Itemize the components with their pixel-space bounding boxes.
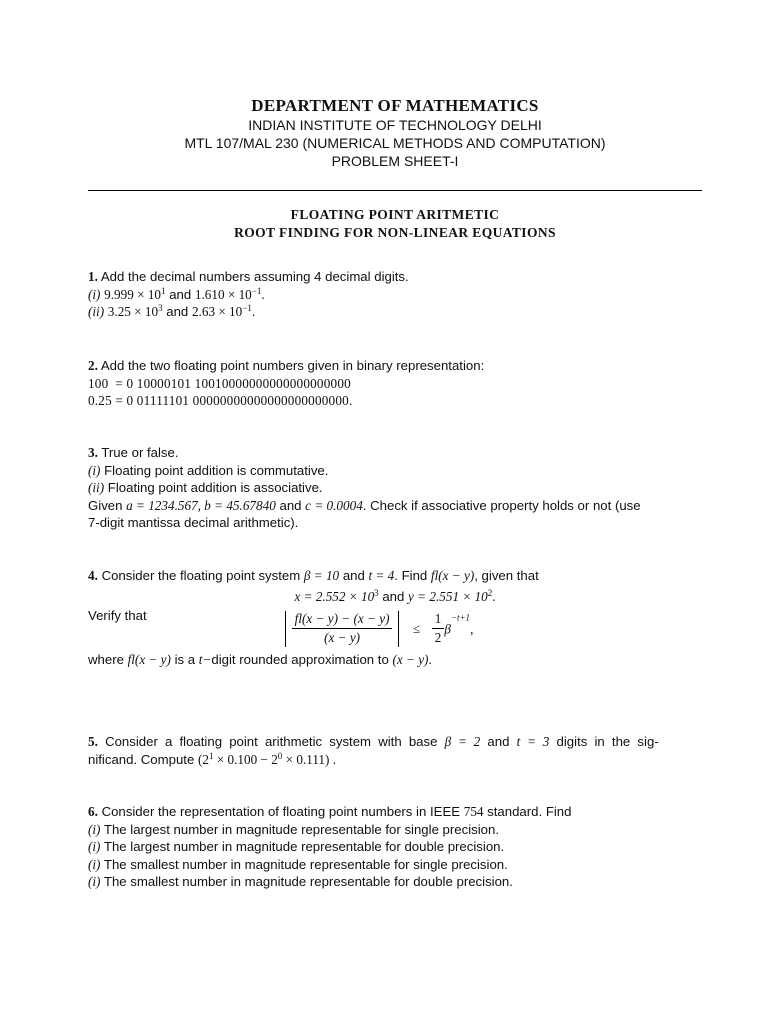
course-title: MTL 107/MAL 230 (NUMERICAL METHODS AND COMPUTATION) bbox=[184, 135, 606, 151]
part-text: Floating point addition is associative. bbox=[107, 480, 323, 495]
question-text: digit rounded approximation to bbox=[211, 651, 389, 667]
fraction-numerator: fl(x − y) − (x − y) bbox=[292, 611, 393, 629]
math-expr: × 0.100 − 2 bbox=[213, 751, 278, 767]
binary-line-1: 100 = 0 10000101 10010000000000000000000 bbox=[88, 375, 351, 391]
part-text: The largest number in magnitude representable for double precision. bbox=[103, 839, 505, 854]
q3-part-ii bbox=[88, 479, 702, 497]
question-number: 3. bbox=[88, 445, 98, 460]
part-label: (ii) bbox=[88, 304, 105, 319]
abs-bar-right bbox=[398, 611, 399, 647]
q1-part-i bbox=[88, 286, 702, 304]
verify-label: Verify that bbox=[88, 608, 147, 623]
binary-line-2: 0.25 = 0 01111101 00000000000000000000000. bbox=[88, 393, 353, 408]
math-expr: x = 2.552 × 10 bbox=[294, 588, 375, 604]
topic-titles bbox=[88, 206, 702, 242]
math-expr: (2 bbox=[197, 751, 209, 767]
question-text: digits in the sig- bbox=[556, 734, 659, 749]
punctuation: , bbox=[470, 620, 474, 636]
math-expr: 2.63 × 10 bbox=[191, 304, 243, 319]
question-text: Consider the representation of floating point numbers in IEEE bbox=[101, 804, 461, 819]
math-exponent: −1 bbox=[251, 285, 262, 296]
question-text-continued: 7-digit mantissa decimal arithmetic). bbox=[88, 515, 299, 530]
question-number: 5. bbox=[88, 734, 98, 749]
punctuation: . bbox=[251, 304, 256, 319]
question-text: is a bbox=[174, 651, 196, 667]
punctuation: . bbox=[428, 651, 432, 667]
institute-name: INDIAN INSTITUTE OF TECHNOLOGY DELHI bbox=[248, 117, 542, 133]
question-number: 6. bbox=[88, 804, 98, 819]
question-text: where bbox=[88, 651, 124, 667]
leq-symbol: ≤ bbox=[412, 620, 421, 636]
math-exponent: 0 bbox=[277, 750, 283, 761]
punctuation: . bbox=[492, 588, 496, 604]
conjunction: and bbox=[487, 734, 510, 749]
math-exponent: 1 bbox=[208, 750, 214, 761]
relative-error-fraction bbox=[292, 611, 393, 646]
math-expr: (x − y) bbox=[392, 651, 429, 667]
math-exponent: −t+1 bbox=[450, 611, 471, 622]
q3-part-i bbox=[88, 462, 702, 480]
abs-bar-left bbox=[285, 611, 286, 647]
conjunction: and bbox=[279, 497, 302, 513]
question-text: Add the decimal numbers assuming 4 decimal digits. bbox=[100, 269, 409, 284]
part-label: (i) bbox=[88, 874, 101, 889]
part-label: (i) bbox=[88, 462, 101, 478]
part-text: The smallest number in magnitude representable for single precision. bbox=[103, 856, 508, 872]
q6-item bbox=[88, 821, 702, 839]
math-exponent: 2 bbox=[487, 587, 493, 598]
math-expr: fl(x − y) bbox=[127, 651, 171, 667]
question-3 bbox=[88, 444, 702, 532]
question-text: standard. Find bbox=[487, 804, 572, 819]
part-label: (ii) bbox=[88, 480, 105, 495]
q6-item bbox=[88, 873, 702, 891]
question-2 bbox=[88, 357, 702, 410]
math-expr: 3.25 × 10 bbox=[107, 304, 159, 319]
part-label: (i) bbox=[88, 839, 101, 854]
fraction-denominator: (x − y) bbox=[324, 630, 361, 645]
question-text: Add the two floating point numbers given in binary representation: bbox=[100, 358, 485, 373]
math-expr: a = 1234.567, b = 45.67840 bbox=[126, 497, 276, 513]
question-1 bbox=[88, 268, 702, 321]
sheet-title: PROBLEM SHEET-I bbox=[331, 153, 459, 169]
department-title: DEPARTMENT OF MATHEMATICS bbox=[251, 96, 539, 115]
conjunction: and bbox=[382, 588, 405, 604]
header-divider bbox=[88, 190, 702, 191]
conjunction: and bbox=[166, 304, 189, 319]
q6-item bbox=[88, 856, 702, 874]
part-text: The largest number in magnitude representable for single precision. bbox=[103, 821, 500, 837]
document-header bbox=[88, 96, 702, 170]
error-inequality bbox=[283, 611, 768, 651]
question-number: 2. bbox=[88, 358, 98, 373]
q4-where bbox=[88, 651, 702, 669]
math-expr: β bbox=[444, 620, 451, 636]
question-text: , given that bbox=[474, 568, 539, 583]
question-text: . Find bbox=[394, 568, 428, 583]
question-text: nificand. Compute bbox=[88, 751, 195, 767]
question-text: . Check if associative property holds or not (use bbox=[362, 497, 641, 513]
punctuation: . bbox=[329, 751, 337, 767]
conjunction: and bbox=[342, 568, 365, 583]
math-exponent: 3 bbox=[374, 587, 379, 598]
fraction-numerator: 1 bbox=[432, 611, 445, 629]
math-expr: t = 4 bbox=[368, 568, 395, 583]
math-expr: β = 2 bbox=[444, 734, 481, 749]
question-6 bbox=[88, 803, 702, 891]
math-expr: c = 0.0004 bbox=[305, 497, 363, 513]
topic-root-finding: ROOT FINDING FOR NON-LINEAR EQUATIONS bbox=[234, 225, 556, 240]
question-number: 1. bbox=[88, 269, 98, 284]
math-expr: y = 2.551 × 10 bbox=[408, 588, 488, 604]
question-number: 4. bbox=[88, 568, 98, 583]
question-text: Consider a floating point arithmetic system with base bbox=[105, 734, 438, 749]
q3-given bbox=[88, 497, 702, 515]
question-text: Consider the floating point system bbox=[101, 568, 301, 583]
topic-floating-point: FLOATING POINT ARITMETIC bbox=[290, 207, 500, 222]
fraction-denominator: 2 bbox=[434, 630, 442, 645]
math-expr: 9.999 × 10 bbox=[104, 286, 162, 302]
math-expr: 1.610 × 10 bbox=[194, 286, 252, 302]
question-4 bbox=[88, 567, 702, 668]
math-expr: 754 bbox=[463, 804, 484, 819]
part-label: (i) bbox=[88, 856, 101, 872]
conjunction: and bbox=[169, 286, 192, 302]
math-expr: t = 3 bbox=[516, 734, 550, 749]
math-expr: fl(x − y) bbox=[430, 568, 475, 583]
math-exponent: −1 bbox=[242, 303, 252, 313]
question-text: True or false. bbox=[101, 445, 179, 460]
question-5 bbox=[88, 733, 702, 768]
part-text: Floating point addition is commutative. bbox=[104, 462, 329, 478]
part-text: The smallest number in magnitude representable for double precision. bbox=[103, 874, 513, 889]
math-exponent: 3 bbox=[158, 303, 163, 313]
half-fraction bbox=[432, 611, 445, 646]
given-values bbox=[88, 588, 702, 606]
punctuation: . bbox=[261, 286, 265, 302]
part-label: (i) bbox=[88, 286, 101, 302]
math-expr: β = 10 bbox=[303, 568, 340, 583]
q1-part-ii bbox=[88, 303, 702, 321]
math-expr: t− bbox=[198, 651, 212, 667]
given-label: Given bbox=[88, 497, 123, 513]
part-label: (i) bbox=[88, 821, 101, 837]
q6-item bbox=[88, 838, 702, 856]
math-exponent: 1 bbox=[161, 285, 166, 296]
math-expr: × 0.111) bbox=[282, 751, 330, 767]
